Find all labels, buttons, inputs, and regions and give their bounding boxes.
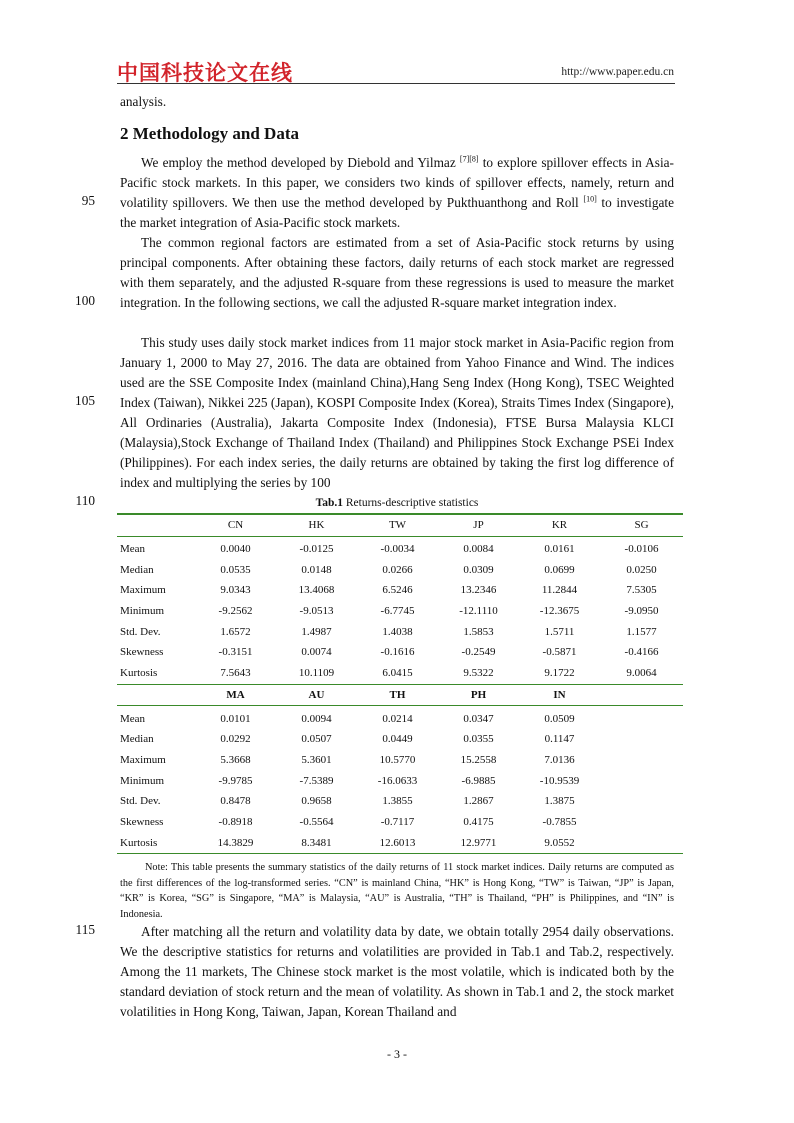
table-cell: 0.0161: [544, 543, 575, 556]
table-cell: 1.3875: [544, 795, 575, 808]
table-cell: 11.2844: [541, 584, 578, 597]
table-row: [117, 750, 683, 771]
table-cell: 10.1109: [298, 667, 335, 680]
table-label: Tab.1: [315, 497, 343, 509]
table-cell: 0.0699: [544, 563, 575, 576]
table-cell: 0.1147: [544, 733, 575, 746]
table-cell: [600, 706, 683, 729]
table-cell: 15.2558: [460, 753, 497, 766]
table-cell: 0.0250: [626, 563, 657, 576]
table-row: [117, 580, 683, 601]
table-cell: 0.0347: [463, 712, 494, 725]
table-cell: 9.5322: [463, 667, 494, 680]
table-cell: 12.6013: [357, 832, 438, 853]
table-cell: 0.0535: [220, 563, 251, 576]
table-cell: 0.4175: [463, 815, 494, 828]
table-cell: 0.0292: [220, 733, 251, 746]
row-label: Median: [120, 733, 154, 746]
table-cell: 1.3855: [382, 795, 413, 808]
table-row: [117, 770, 683, 791]
table-cell: 1.5853: [463, 625, 494, 638]
table-cell: 7.5643: [220, 667, 251, 680]
citation-ref[interactable]: [10]: [583, 194, 597, 204]
table-cell: 0.0355: [463, 733, 494, 746]
table-cell: -0.0106: [624, 543, 659, 556]
paragraph-4: After matching all the return and volatility data by date, we obtain totally 2954 daily observations. We the descriptive statistics for returns and volatilities are provided in Tab.1 and Tab.2, respectively. Among the 11 markets, The Chinese stock market is the most volatile, which is indicated both by the standard deviation of stock return and the mean of volatility. As shown in Tab.1 and 2, the stock market volatilities in Hong Kong, Taiwan, Japan, Korean Thailand and: [120, 924, 674, 1019]
header-cell: TW: [357, 514, 438, 536]
table-cell: -12.3675: [539, 605, 580, 618]
table-row: [117, 559, 683, 580]
header-cell: AU: [276, 684, 357, 706]
table-cell: 13.2346: [460, 584, 497, 597]
row-label: Minimum: [120, 605, 165, 618]
line-number: 105: [75, 393, 95, 408]
header-cell: [117, 684, 195, 706]
table-cell: 0.0309: [463, 563, 494, 576]
table-cell: -0.0125: [299, 543, 334, 556]
table-cell: 0.0507: [301, 733, 332, 746]
table-cell: 10.5770: [379, 753, 416, 766]
table-cell: 1.4038: [382, 625, 413, 638]
table-cell: 1.5711: [544, 625, 575, 638]
table-cell: -0.7855: [542, 815, 577, 828]
row-label: Median: [120, 563, 154, 576]
section-title: 2 Methodology and Data: [120, 124, 299, 143]
table-cell: -10.9539: [539, 774, 580, 787]
table-row: [117, 812, 683, 833]
table-cell: [600, 770, 683, 791]
table-cell: [600, 832, 683, 853]
row-label: Mean: [120, 712, 146, 725]
row-label: Maximum: [120, 584, 166, 597]
row-label: Kurtosis: [120, 667, 158, 680]
header-rule: [117, 83, 675, 84]
table-cell: 1.6572: [220, 625, 251, 638]
table-cell: -0.3151: [218, 646, 253, 659]
row-label: Std. Dev.: [120, 795, 161, 808]
table-row: [117, 601, 683, 622]
table-cell: 9.0552: [519, 832, 600, 853]
table-row: [117, 832, 683, 853]
table-cell: 0.0084: [463, 543, 494, 556]
header-url[interactable]: http://www.paper.edu.cn: [561, 66, 674, 78]
table-cell: 1.4987: [301, 625, 332, 638]
table-cell: 5.3668: [220, 753, 251, 766]
table-row: [117, 536, 683, 559]
paragraph-1-text-c: to investigate the market integration of Asia-Pacific stock markets.: [120, 195, 674, 230]
table-cell: 7.0136: [544, 753, 575, 766]
table-cell: 8.3481: [276, 832, 357, 853]
header-cell: CN: [195, 514, 276, 536]
table-cell: 0.0266: [382, 563, 413, 576]
table-cell: -9.9785: [218, 774, 253, 787]
header-cell: SG: [600, 514, 683, 536]
table-cell: -0.0034: [380, 543, 415, 556]
table-cell: 9.0343: [220, 584, 251, 597]
table-header-row: [117, 514, 683, 536]
row-label: Mean: [120, 543, 146, 556]
paragraph-3: This study uses daily stock market indices from 11 major stock market in Asia-Pacific region from January 1, 2000 to May 27, 2016. The data are obtained from Yahoo Finance and Wind. The indices used are the SSE Composite Index (mainland China),Hang Seng Index (Hong Kong), TSEC Weighted Index (Taiwan), Nikkei 225 (Japan), KOSPI Composite Index (Korea), Straits Times Index (Singapore), All Ordinaries (Australia), Jakarta Composite Index (Indonesia), FTSE Bursa Malaysia KLCI (Malaysia),Stock Exchange of Thailand Index (Thailand) and Philippines Stock Exchange PSEi Index (Philippines). For each index series, the daily returns are obtained by taking the first log difference of index and multiplying the series by 100: [120, 335, 674, 490]
table-cell: 0.8478: [220, 795, 251, 808]
page-number: - 3 -: [387, 1047, 407, 1061]
table-caption: [120, 497, 674, 509]
row-label: Maximum: [120, 753, 166, 766]
header-cell: PH: [438, 684, 519, 706]
table-cell: 0.0214: [382, 712, 413, 725]
table-cell: 12.9771: [438, 832, 519, 853]
table-row: [117, 621, 683, 642]
table-cell: -6.9885: [461, 774, 496, 787]
section-heading: [120, 124, 674, 144]
paragraph-1-text-a: We employ the method developed by Diebold and Yilmaz: [141, 155, 460, 170]
paragraph-1: [120, 153, 674, 233]
table-cell: 1.2867: [463, 795, 494, 808]
table-cell: -0.5564: [299, 815, 334, 828]
header-cell: KR: [519, 514, 600, 536]
table-row: [117, 663, 683, 684]
row-label: Minimum: [120, 774, 165, 787]
header-cell: IN: [519, 684, 600, 706]
table-header-row: [117, 684, 683, 706]
row-label: Skewness: [120, 815, 164, 828]
table-cell: -9.0950: [624, 605, 659, 618]
header-cell: TH: [357, 684, 438, 706]
table-cell: 7.5305: [626, 584, 657, 597]
table-cell: 0.0449: [382, 733, 413, 746]
table-cell: -0.2549: [461, 646, 496, 659]
table-cell: -9.0513: [299, 605, 334, 618]
continued-text: analysis.: [120, 94, 167, 109]
citation-ref[interactable]: [7][8]: [459, 154, 479, 164]
table-cell: -16.0633: [377, 774, 418, 787]
table-cell: 0.0101: [220, 712, 251, 725]
line-number: 95: [81, 193, 95, 208]
table-cell: 6.5246: [382, 584, 413, 597]
table-cell: 0.9658: [301, 795, 332, 808]
table-cell: [600, 729, 683, 750]
table-cell: 0.0040: [220, 543, 251, 556]
table-row: [117, 706, 683, 729]
table-cell: -6.7745: [380, 605, 415, 618]
site-logo: 中国科技论文在线: [117, 61, 293, 85]
line-number: 110: [75, 493, 95, 508]
header-cell: [600, 684, 683, 706]
table-cell: 13.4068: [298, 584, 335, 597]
table-cell: 0.0074: [301, 646, 332, 659]
header-cell: MA: [195, 684, 276, 706]
table-cell: 0.0509: [544, 712, 575, 725]
table-cell: -9.2562: [218, 605, 253, 618]
table-note: Note: This table presents the summary statistics of the daily returns of 11 stock market indices. Daily returns are computed as the first differences of the log-transformed series. “CN” is mainland China, “HK” is Hong Kong, “TW” is Taiwan, “JP” is Japan, “KR” is Korea, “SG” is Singapore, “MA” is Malaysia, “AU” is Australia, “TH” is Thailand, “PH” is Philippines, and “IN” is Indonesia.: [120, 862, 674, 920]
table-cell: 6.0415: [382, 667, 413, 680]
table-cell: 5.3601: [301, 753, 332, 766]
table-cell: 9.1722: [544, 667, 575, 680]
table-cell: 0.0094: [301, 712, 332, 725]
row-label: Std. Dev.: [120, 625, 161, 638]
table-cell: [600, 791, 683, 812]
line-number: 100: [75, 293, 95, 308]
table-cell: -12.1110: [459, 605, 498, 618]
table-cell: -0.1616: [380, 646, 415, 659]
paragraph-1-text-b: to explore spillover effects in Asia-Pacific stock markets. In this paper, we considers two kinds of spillover effects, namely, return and volatility spillovers. We then use the method developed by Pukthuanthong and Roll: [120, 155, 674, 210]
table-cell: [600, 812, 683, 833]
table-title: Returns-descriptive statistics: [342, 497, 479, 509]
header-cell: [117, 514, 195, 536]
table-cell: 9.0064: [626, 667, 657, 680]
header-cell: JP: [438, 514, 519, 536]
table-cell: [600, 750, 683, 771]
table-cell: -0.4166: [624, 646, 659, 659]
table-cell: -0.8918: [218, 815, 253, 828]
table-cell: -0.7117: [380, 815, 415, 828]
header-cell: HK: [276, 514, 357, 536]
line-number: 115: [75, 922, 95, 937]
table-row: [117, 642, 683, 663]
table-cell: -7.5389: [299, 774, 334, 787]
table-cell: 14.3829: [195, 832, 276, 853]
table-cell: 0.0148: [301, 563, 332, 576]
row-label: Skewness: [120, 646, 164, 659]
returns-stats-table: [117, 513, 683, 854]
table-cell: 1.1577: [626, 625, 657, 638]
table-cell: -0.5871: [542, 646, 577, 659]
table-row: [117, 791, 683, 812]
row-label: Kurtosis: [117, 832, 195, 853]
paragraph-2: The common regional factors are estimated from a set of Asia-Pacific stock returns by using principal components. After obtaining these factors, daily returns of each stock market are regressed with them separately, and the adjusted R-square from these regressions is used to measure the market integration. In the following sections, we call the adjusted R-square market integration index.: [120, 235, 674, 310]
table-row: [117, 729, 683, 750]
